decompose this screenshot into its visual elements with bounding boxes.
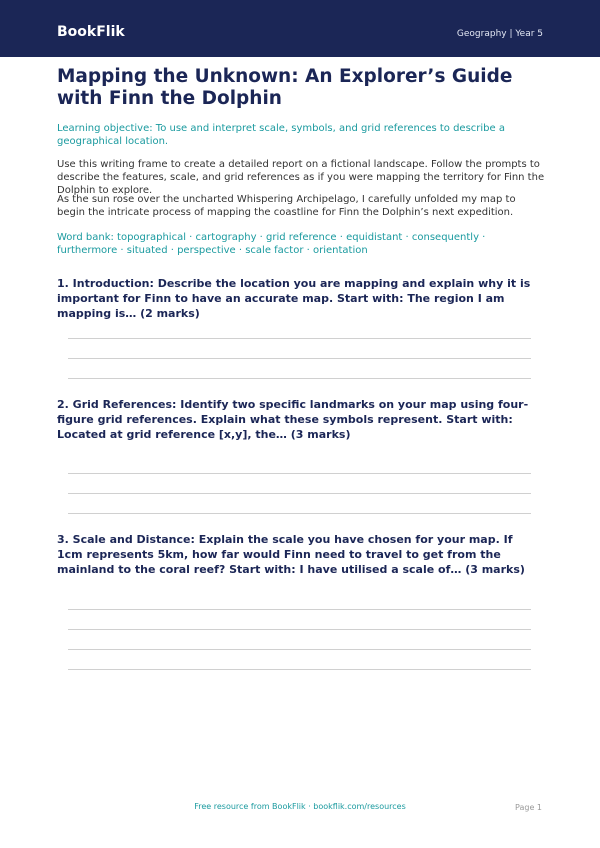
subject-year-label: Geography | Year 5 <box>456 29 543 39</box>
header-bar <box>0 0 600 57</box>
learning-objective: Learning objective: To use and interpret scale, symbols, and grid references to describe a geographical location. <box>57 123 505 147</box>
answer-line[interactable] <box>68 669 531 670</box>
question-2: 2. Grid References: Identify two specific landmarks on your map using four-figure grid references. Explain what these symbols represent. Start with: Located at grid reference [x,y], the… (3 marks) <box>57 397 535 442</box>
answer-line[interactable] <box>68 338 531 339</box>
question-3: 3. Scale and Distance: Explain the scale you have chosen for your map. If 1cm represents 5km, how far would Finn need to travel to get from the mainland to the coral reef? Start with: I have utilised a scale of… (3 marks) <box>57 533 525 576</box>
worksheet-title: Mapping the Unknown: An Explorer’s Guide with Finn the Dolphin <box>57 66 513 109</box>
intro-text: As the sun rose over the uncharted Whispering Archipelago, I carefully unfolded my map to begin the intricate process of mapping the coastline for Finn the Dolphin’s next expedition. <box>57 194 516 218</box>
question-1: 1. Introduction: Describe the location you are mapping and explain why it is important for Finn to have an accurate map. Start with: The region I am mapping is… (2 marks) <box>57 277 531 320</box>
answer-line[interactable] <box>68 493 531 494</box>
answer-line[interactable] <box>68 649 531 650</box>
answer-line[interactable] <box>68 378 531 379</box>
footer-resource-link[interactable]: Free resource from BookFlik · bookflik.com/resources <box>194 802 406 811</box>
answer-line[interactable] <box>68 609 531 610</box>
word-bank: Word bank: topographical · cartography · grid reference · equidistant · consequently · furthermore · situated · perspective · scale factor · orientation <box>57 232 486 256</box>
answer-line[interactable] <box>68 473 531 474</box>
page-number: Page 1 <box>515 803 542 812</box>
brand-logo-text[interactable]: BookFlik <box>57 24 125 40</box>
instructions-text: Use this writing frame to create a detailed report on a fictional landscape. Follow the prompts to describe the features, scale, and grid references as if you were mapping the territory for Finn the Dolphin to explore. <box>57 159 545 196</box>
answer-line[interactable] <box>68 358 531 359</box>
answer-line[interactable] <box>68 629 531 630</box>
answer-line[interactable] <box>68 513 531 514</box>
